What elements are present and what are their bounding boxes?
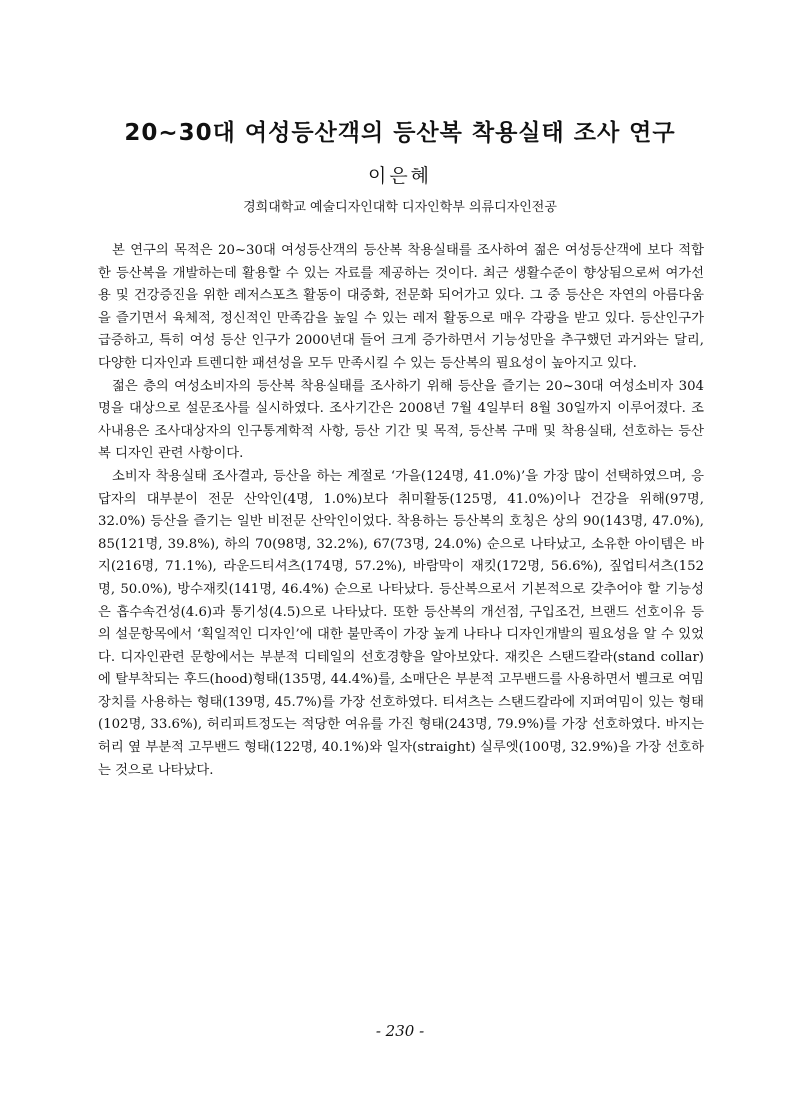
abstract-body — [98, 240, 704, 782]
abstract-paragraph-3: 소비자 착용실태 조사결과, 등산을 하는 계절로 ‘가을(124명, 41.0%)’을 가장 많이 선택하였으며, 응답자의 대부분이 전문 산악인(4명, 1.0%)보다 취미활동(125명, 41.0%)이나 건강을 위해(97명, 32.0%) 등산을 즐기는 일반 비전문 산악인이었다. 착용하는 등산복의 호칭은 상의 90(143명, 47.0%), 85(121명, 39.8%), 하의 70(98명, 32.2%), 67(73명, 24.0%) 순으로 나타났고, 소유한 아이템은 바지(216명, 71.1%), 라운드티셔츠(174명, 57.2%), 바람막이 재킷(172명, 56.6%), 짚업티셔츠(152명, 50.0%), 방수재킷(141명, 46.4%) 순으로 나타났다. 등산복으로서 기본적으로 갖추어야 할 기능성은 흡수속건성(4.6)과 통기성(4.5)으로 나타났다. 또한 등산복의 개선점, 구입조건, 브랜드 선호이유 등의 설문항목에서 ‘획일적인 디자인’에 대한 불만족이 가장 높게 나타나 디자인개발의 필요성을 알 수 있었다. 디자인관련 문항에서는 부분적 디테일의 선호경향을 알아보았다. 재킷은 스탠드칼라(stand collar)에 탈부착되는 후드(hood)형태(135명, 44.4%)를, 소매단은 부분적 고무밴드를 사용하면서 벨크로 여밈장치를 사용하는 형태(139명, 45.7%)를 가장 선호하였다. 티셔츠는 스탠드칼라에 지퍼여밈이 있는 형태(102명, 33.6%), 허리피트정도는 적당한 여유를 가진 형태(243명, 79.9%)를 가장 선호하였다. 바지는 허리 옆 부분적 고무밴드 형태(122명, 40.1%)와 일자(straight) 실루엣(100명, 32.9%)을 가장 선호하는 것으로 나타났다. — [98, 468, 704, 778]
abstract-paragraph-1: 본 연구의 목적은 20~30대 여성등산객의 등산복 착용실태를 조사하여 젊은 여성등산객에 보다 적합한 등산복을 개발하는데 활용할 수 있는 자료를 제공하는 것이다. 최근 생활수준이 향상됨으로써 여가선용 및 건강증진을 위한 레저스포츠 활동이 대중화, 전문화 되어가고 있다. 그 중 등산은 자연의 아름다움을 즐기면서 육체적, 정신적인 만족감을 높일 수 있는 레저 활동으로 매우 각광을 받고 있다. 등산인구가 급증하고, 특히 여성 등산 인구가 2000년대 들어 크게 증가하면서 기능성만을 추구했던 과거와는 달리, 다양한 디자인과 트렌디한 패션성을 모두 만족시킬 수 있는 등산복의 필요성이 높아지고 있다. — [98, 243, 704, 371]
abstract-paragraph-2: 젊은 층의 여성소비자의 등산복 착용실태를 조사하기 위해 등산을 즐기는 20~30대 여성소비자 304명을 대상으로 설문조사를 실시하였다. 조사기간은 2008년 7월 4일부터 8월 30일까지 이루어졌다. 조사내용은 조사대상자의 인구통계학적 사항, 등산 기간 및 목적, 등산복 구매 및 착용실태, 선호하는 등산복 디자인 관련 사항이다. — [98, 378, 704, 462]
author-affiliation: 경희대학교 예술디자인대학 디자인학부 의류디자인전공 — [243, 200, 557, 215]
author-name: 이은혜 — [367, 165, 433, 187]
paper-title: 20~30대 여성등산객의 등산복 착용실태 조사 연구 — [124, 120, 676, 146]
page-number: - 230 - — [375, 1022, 425, 1040]
